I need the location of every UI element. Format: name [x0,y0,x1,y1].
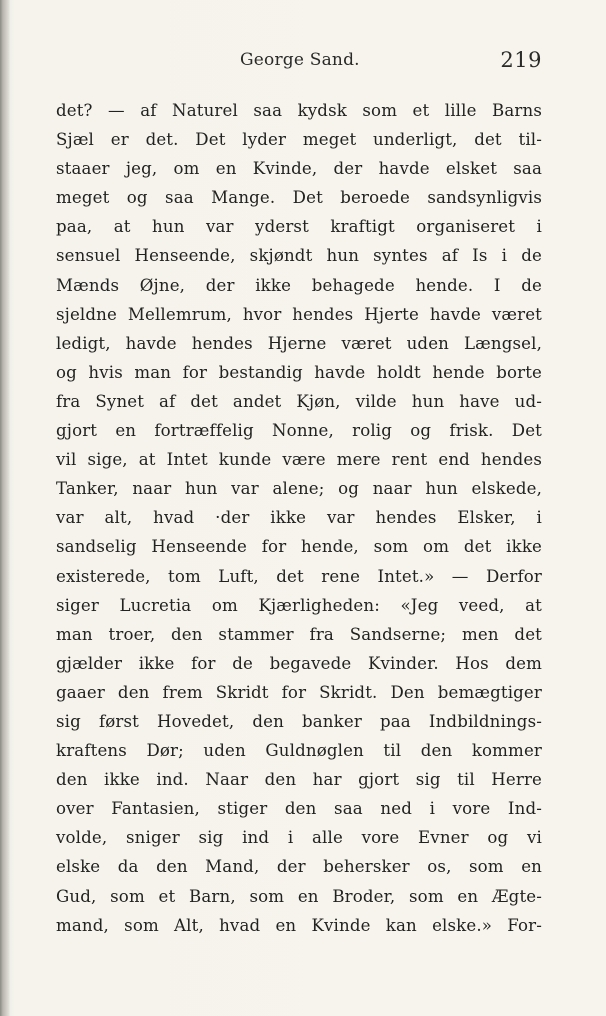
text-line: sig først Hovedet, den banker paa Indbildnings- [56,711,542,731]
text-line: var alt, hvad ·der ikke var hendes Elsker, i [56,508,542,528]
text-line: Tanker, naar hun var alene; og naar hun elskede, [56,479,542,499]
text-line: vil sige, at Intet kunde være mere rent end hendes [56,450,542,470]
text-line: staaer jeg, om en Kvinde, der havde elsket saa [56,159,542,179]
text-line: fra Synet af det andet Kjøn, vilde hun have ud- [56,391,542,411]
text-line: kraftens Dør; uden Guldnøglen til den kommer [56,741,542,761]
text-line: elske da den Mand, der behersker os, som en [56,857,542,877]
text-line: den ikke ind. Naar den har gjort sig til Herre [56,770,542,790]
text-line: og hvis man for bestandig havde holdt hende borte [56,362,542,382]
text-line: Mænds Øjne, der ikke behagede hende. I de [56,275,542,295]
text-line: Gud, som et Barn, som en Broder, som en Ægte- [56,886,542,906]
text-line: sensuel Henseende, skjøndt hun syntes af Is i de [56,246,542,266]
page-binding-edge [0,0,10,1016]
text-line: meget og saa Mange. Det beroede sandsynligvis [56,188,542,208]
text-line: det? — af Naturel saa kydsk som et lille Barns [56,101,542,120]
text-line: gjort en fortræffelig Nonne, rolig og frisk. Det [56,421,542,441]
text-line: volde, sniger sig ind i alle vore Evner og vi [56,828,542,848]
text-line: ledigt, havde hendes Hjerne været uden Længsel, [56,333,542,353]
text-line: paa, at hun var yderst kraftigt organiseret i [56,217,542,237]
text-line: gjælder ikke for de begavede Kvinder. Hos dem [56,653,542,673]
text-line: sjeldne Mellemrum, hvor hendes Hjerte havde været [56,304,542,324]
text-line: man troer, den stammer fra Sandserne; men det [56,624,542,644]
text-line: sandselig Henseende for hende, som om det ikke [56,537,542,557]
page-header [56,50,542,78]
running-head: George Sand. [240,50,360,70]
text-line: Sjæl er det. Det lyder meget underligt, det til- [56,130,542,150]
text-line: gaaer den frem Skridt for Skridt. Den bemægtiger [56,682,542,702]
text-line: siger Lucretia om Kjærligheden: «Jeg veed, at [56,595,542,615]
page-number: 219 [500,48,542,72]
text-line: existerede, tom Luft, det rene Intet.» — Derfor [56,566,542,586]
text-line: over Fantasien, stiger den saa ned i vore Ind- [56,799,542,819]
text-line: mand, som Alt, hvad en Kvinde kan elske.» For- [56,915,542,935]
body-text [56,96,542,940]
